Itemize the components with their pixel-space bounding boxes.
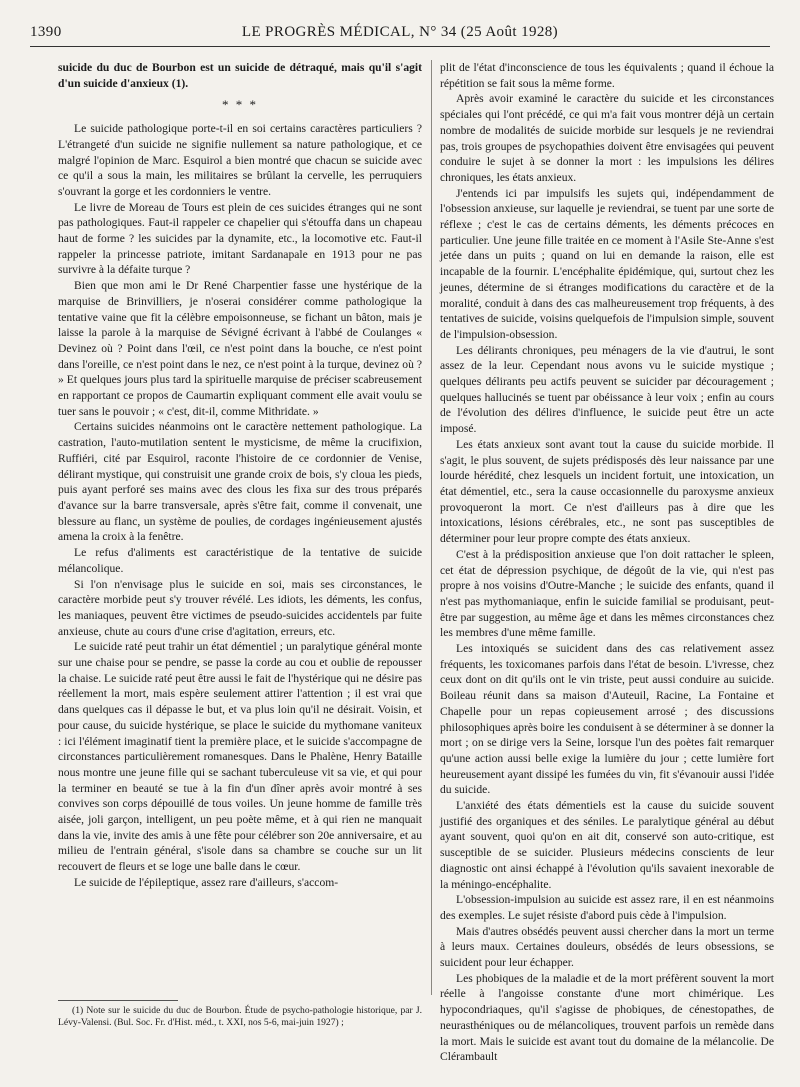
left-paragraph: Certains suicides néanmoins ont le caractère nettement pathologique. La castration, l'auto-mutilation sentent le mysticisme, de même la crucifixion, Ruffiéri, cité par Esquirol, raconte l'histoire de ce cordonnier de Venise, délirant mystique, qui construisit une grande croix de bois, s'y cloua les pieds, puis ayant perforé ses mains avec des clous les fixa sur des trous préparés d'avance sur la barre transversale, après s'être fait, comme il convenait, une blessure au flanc, un système de poulies, de cordages ingénieusement ajustés amena la croix à la fenêtre. — [58, 420, 422, 544]
left-paragraph: Si l'on n'envisage plus le suicide en soi, mais ses circonstances, le caractère morbide peut s'y trouver révélé. Les idiots, les déments, les confus, les maniaques, peuvent être victimes de pseudo-suicides accidentels par fuite anxieuse, chute au cours d'une crise d'agitation, erreurs, etc. — [58, 577, 422, 638]
right-paragraph: Après avoir examiné le caractère du suicide et les circonstances spéciales qui l'ont précédé, ce qui m'a fait vous montrer déjà un certain nombre de modalités de suicide morbide sur lesquels je ne reviendrai pas, trois groupes de psychopathies doivent être envisagées qui peuvent conduire le sujet à se donner la mort : les impulsions les délires chroniques, les états anxieux. — [440, 92, 774, 184]
right-paragraph: J'entends ici par impulsifs les sujets qui, indépendamment de l'obsession anxieuse, sur laquelle je reviendrai, se tuent par une sorte de réflexe ; c'est le cas de certains déments, les déments précoces en particulier. Une jeune fille traitée en ce moment à l'Asile Ste-Anne s'est jetée dans un puits ; quand on lui en demande la raison, elle est incapable de la fournir. L'encéphalite épidémique, qui, surtout chez les jeunes, détermine de si étranges modifications du caractère et de la moralité, conduit à dans des cas malheureusement trop fréquents, à des tentatives de suicide, voisins quelquefois de l'impulsion simple, souvent de l'impulsion-obsession. — [440, 186, 774, 341]
right-paragraph: Les intoxiqués se suicident dans des cas relativement assez fréquents, les toxicomanes parfois dans l'état de besoin. L'ivresse, chez ceux dont on dit qu'ils ont le vin triste, peut aussi conduire au suicide. Boileau réunit dans sa maison d'Auteuil, Racine, La Fontaine et Chapelle pour un repas copieusement arrosé ; des discussions philosophiques après boire les conduisent à se déterminer à se donner la mort ; on se dirige vers la Seine, lorsque l'un des poètes fait remarquer qu'une action aussi belle exige la lumière du jour ; cette lumière fort heureusement ayant dissipé les fumées du vin, fit s'évanouir aussi l'idée du suicide. — [440, 642, 774, 797]
right-paragraph: L'anxiété des états démentiels est la cause du suicide souvent justifié des organiques et des séniles. Le paralytique général au début ayant souvent, quoi qu'on en ait dit, conservé son auto-critique, est susceptible de se suicider. Plusieurs médecins conscients de leur diagnostic ont ainsi échappé à l'évolution qu'ils savaient inexorable de la méningo-encéphalite. — [440, 799, 774, 891]
right-paragraph: Les délirants chroniques, peu ménagers de la vie d'autrui, le sont assez de la leur. Cependant nous avons vu le suicide mystique ; quelques délirants peu actifs peuvent se suicider par découragement ; quelques hallucinés se tuent par obéissance à leur voix ; enfin au cours de l'évolution des délires d'influence, le suicide peut être un acte imposé. — [440, 343, 774, 436]
right-paragraph: C'est à la prédisposition anxieuse que l'on doit rattacher le spleen, cet état de dépression psychique, de dégoût de la vie, qui n'est pas propre à nos voisins d'Outre-Manche ; le suicide des enfants, quand il n'est pas mythomaniaque, enfin le suicide familial se produisant, peut-être par suggestion, au même âge et dans les mêmes circonstances chez les membres d'une même famille. — [440, 547, 774, 640]
column-divider — [431, 60, 432, 995]
left-paragraph: Le suicide raté peut trahir un état démentiel ; un paralytique général monte sur une chaise pour se pendre, se passe la corde au cou et oublie de repousser la chaise. Le suicide raté peut être aussi le fait de l'hystérique qui ne désire pas réellement la mort, mais espère seulement attirer l'attention ; il est vrai que dans quelques cas il dépasse le but, et va plus loin qu'il ne désirait. Voisin, et pour cause, du suicide hystérique, se place le suicide du mythomane vaniteux : ici l'élément imaginatif tient la première place, et le suicide s'accompagne de circonstances particulièrement romanesques. Dans le Phalène, Henry Bataille nous montre une jeune fille qui se sachant tuberculeuse vit sa vie, et qui pour la terminer en beauté se tue à la fin d'un dîner après avoir montré à ses convives son corps dépouillé de tous voiles. Un jeune homme de famille très aisée, joli garçon, intelligent, un peu poète même, et à qui rien ne manquait dans la vie, invite des amis à une fête pour célébrer son 20e anniversaire, et au milieu de l'entrain général, s'isole dans sa chambre se couche sur un lit recouvert de fleurs et se loge une balle dans le cœur. — [58, 640, 422, 874]
left-paragraph: Bien que mon ami le Dr René Charpentier fasse une hystérique de la marquise de Brinvilliers, je n'oserai considérer comme pathologique la tentative vaine que fit la célèbre empoisonneuse, se fichant un bâton, mais je laisse la parole à la marquise de Sévigné écrivant à l'abbé de Coulanges « Devinez où ? Point dans l'œil, ce n'est point dans la bouche, ce n'est point dans l'oreille, ce n'est point dans le nez, ce n'est point à la turque, devinez où ? » Et quelques jours plus tard la spirituelle marquise de préciser scabreusement en rapportant ce propos de Caumartin expliquant comment elle avait voulu se tuer sans le pouvoir ; « c'est, dit-il, comme Mithridate. » — [58, 279, 422, 418]
page-number: 1390 — [30, 24, 62, 40]
footnote-text: (1) Note sur le suicide du duc de Bourbon. Étude de psycho-pathologie historique, par J. Lévy-Valensi. (Bul. Soc. Fr. d'Hist. méd., t. XXI, nos 5-6, mai-juin 1927) ; — [58, 1005, 422, 1029]
right-paragraph: Les états anxieux sont avant tout la cause du suicide morbide. Il s'agit, le plus souvent, de sujets prédisposés dès leur naissance par une lourde hérédité, chez lesquels un incident fortuit, une intoxication, un état démentiel, etc., sera la cause occasionnelle du paroxysme anxieux provoqueront la mort. Ce n'est d'ailleurs pas à dire que les intoxications, lésions cérébrales, etc., ne sont pas susceptibles de déterminer pour leur propre compte des états anxieux. — [440, 437, 774, 546]
footnote-rule — [58, 1000, 178, 1001]
left-paragraph: Le suicide de l'épileptique, assez rare d'ailleurs, s'accom- — [74, 875, 339, 889]
right-column — [440, 60, 774, 1064]
right-paragraph: Les phobiques de la maladie et de la mort préfèrent souvent la mort réelle à l'angoisse constante d'une mort chimérique. Les hypocondriaques, qu'il s'agisse de phobiques, de cénestopathes, de neurasthéniques ou de mélancoliques, trouvent parfois un remède dans la mort. Mais le suicide est avant tout du domaine de la mélancolie. De Clérambault — [440, 971, 774, 1064]
left-paragraph: Le refus d'aliments est caractéristique de la tentative de suicide mélancolique. — [58, 546, 422, 575]
right-paragraph: Mais d'autres obsédés peuvent aussi chercher dans la mort un terme à leurs maux. Certaines douleurs, obsédés de leurs obsessions, se suicident pour leur échapper. — [440, 924, 774, 970]
journal-title: LE PROGRÈS MÉDICAL, N° 34 (25 Août 1928) — [241, 24, 559, 40]
left-paragraph: Le suicide pathologique porte-t-il en soi certains caractères particuliers ? L'étrangeté d'un suicide ne signifie nullement sa nature pathologique, et ce malgré l'opinion de Marc. Esquirol a bien montré que chacun se suicide avec ce qu'il a sous la main, les militaires se brûlant la cervelle, les perruquiers s'ouvrant la gorge et les cordonniers le ventre. — [58, 122, 422, 198]
left-column — [58, 60, 422, 995]
footnote — [58, 1005, 422, 1030]
left-opening: suicide du duc de Bourbon est un suicide de détraqué, mais qu'il s'agit d'un suicide d'anxieux (1). — [58, 61, 422, 90]
section-separator: * * * — [222, 97, 258, 113]
left-paragraph: Le livre de Moreau de Tours est plein de ces suicides étranges qui ne sont pas pathologiques. Faut-il rappeler ce chapelier qui s'étouffa dans un chapeau haut de forme ? les suicides par la dynamite, etc., la locomotive etc. Faut-il rappeler la princesse patriote, imitant Sardanapale en 1913 pour ne pas survivre à la défaite turque ? — [58, 200, 422, 277]
right-paragraph: L'obsession-impulsion au suicide est assez rare, il en est néanmoins des exemples. Le sujet résiste d'abord puis cède à l'impulsion. — [440, 893, 774, 922]
right-opening: plit de l'état d'inconscience de tous les équivalents ; quand il échoue la répétition se fait sous la même forme. — [440, 61, 774, 90]
page-header — [30, 20, 770, 47]
